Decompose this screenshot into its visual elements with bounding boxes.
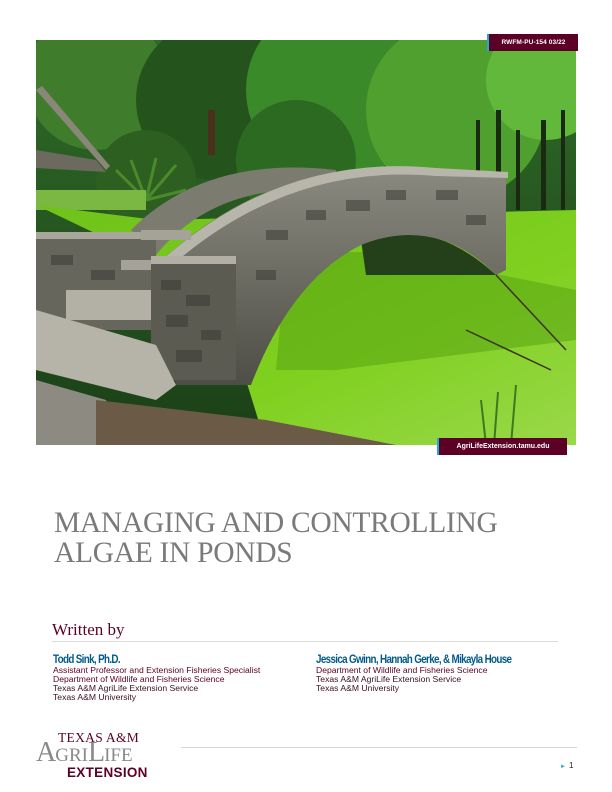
logo-texas-am: TEXAS A&M (58, 730, 140, 745)
logo-letter-l: L (87, 737, 105, 768)
author-department: Department of Wildlife and Fisheries Science (53, 674, 225, 684)
author-block-secondary (316, 653, 554, 693)
logo-letter-a: A (36, 737, 56, 768)
page-number (560, 761, 573, 770)
publication-code-badge: RWFM-PU-154 03/22 (487, 34, 578, 51)
author-names: Jessica Gwinn, Hannah Gerke, & Mikayla House (316, 652, 512, 666)
author-title: Assistant Professor and Extension Fisheries Specialist (53, 665, 261, 675)
author-block-primary (53, 653, 260, 702)
title-line-2: ALGAE IN PONDS (54, 537, 293, 569)
cover-photo (36, 40, 576, 445)
document-title (54, 508, 574, 568)
title-line-1: MANAGING AND CONTROLLING (54, 507, 498, 539)
author-department: Department of Wildlife and Fisheries Science (316, 665, 488, 675)
author-organization: Texas A&M AgriLife Extension Service (53, 683, 199, 693)
logo-extension: EXTENSION (67, 765, 148, 780)
logo-ife: IFE (104, 745, 133, 766)
written-by-heading: Written by (52, 620, 125, 639)
logo-gri: GRI (55, 745, 88, 766)
author-university: Texas A&M University (316, 683, 400, 693)
footer-divider (181, 747, 577, 748)
website-link[interactable]: AgriLifeExtension.tamu.edu (437, 438, 567, 455)
author-university: Texas A&M University (53, 692, 137, 702)
author-organization: Texas A&M AgriLife Extension Service (316, 674, 462, 684)
heading-divider (52, 641, 558, 642)
author-name: Todd Sink, Ph.D. (53, 652, 120, 666)
page-number-value: 1 (568, 761, 574, 770)
agrilife-extension-logo (36, 730, 186, 782)
arrow-right-icon: ► (560, 764, 566, 770)
